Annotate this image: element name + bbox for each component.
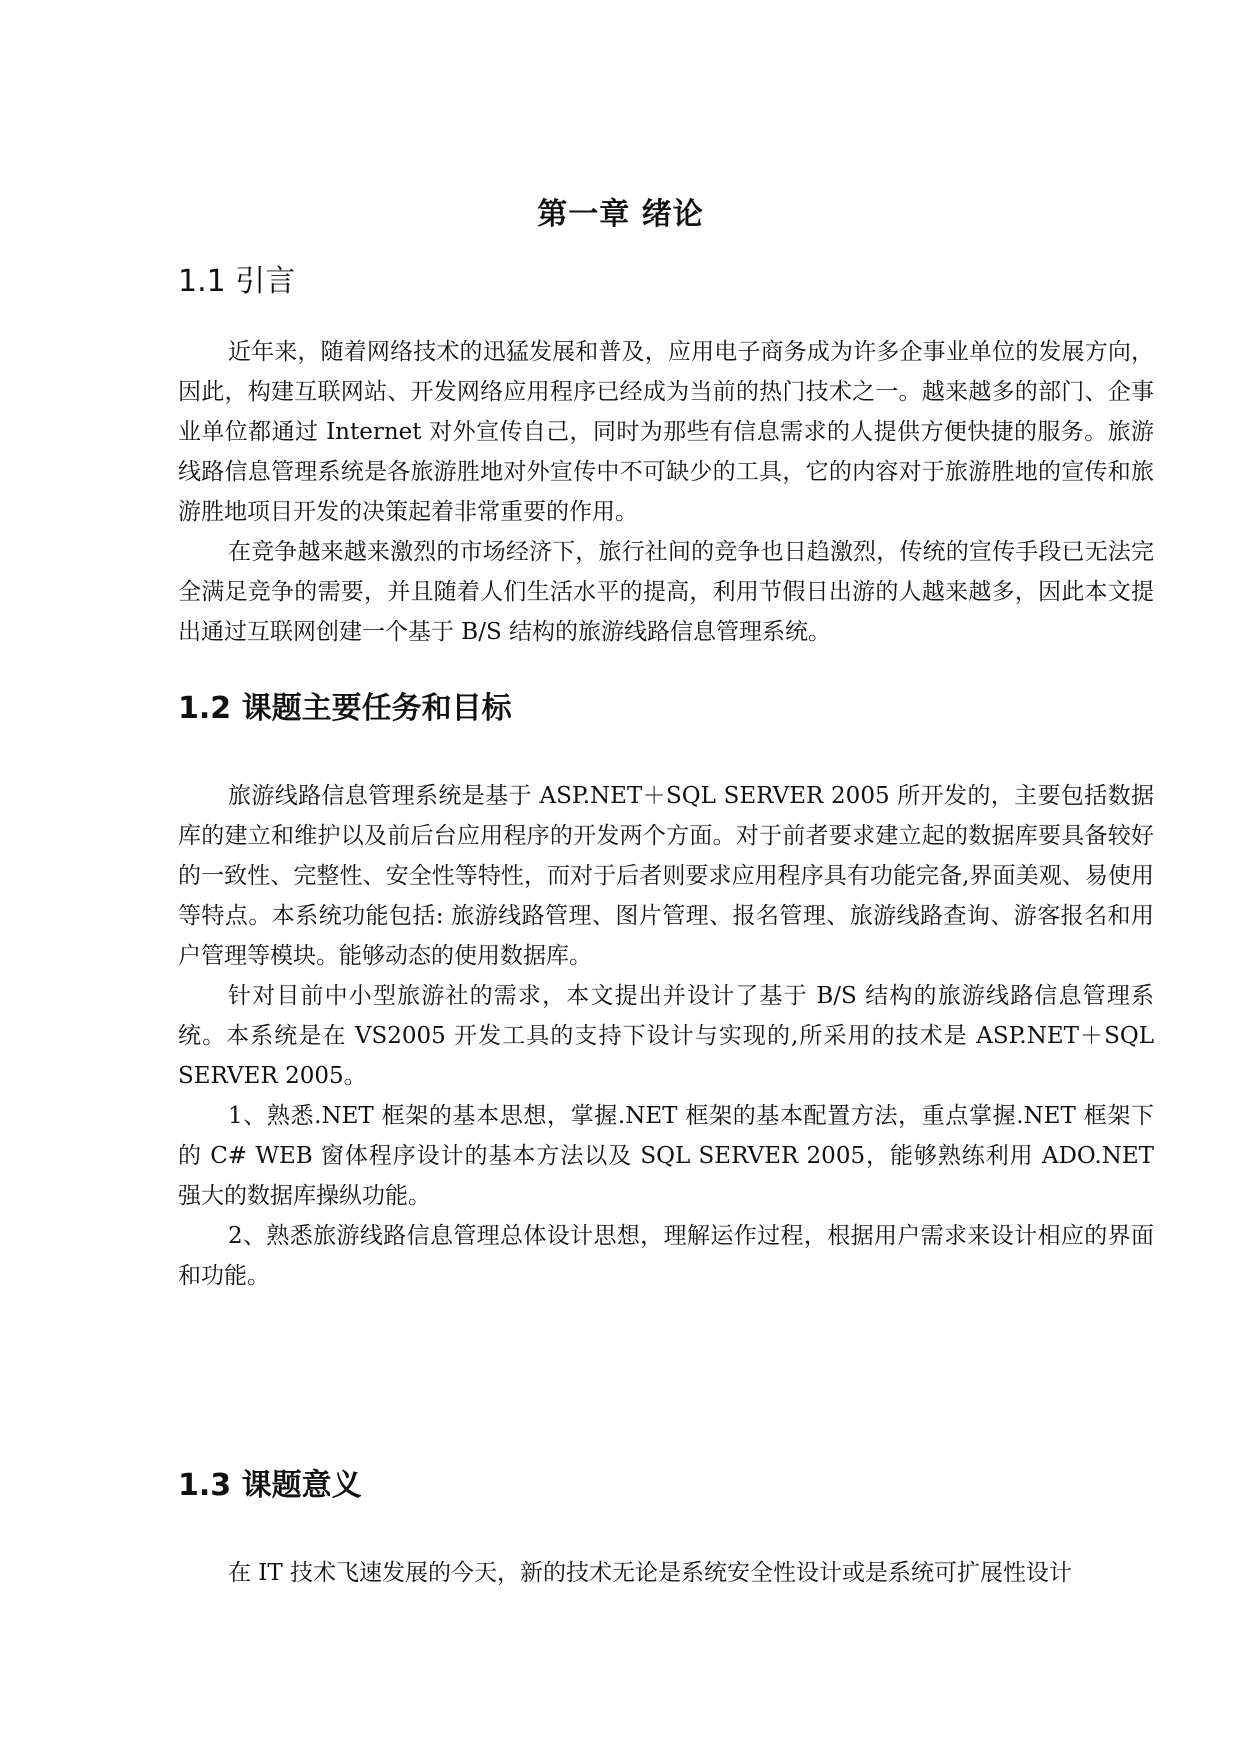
- section-body-1-2: [178, 776, 1154, 1296]
- paragraph: 近年来，随着网络技术的迅猛发展和普及，应用电子商务成为许多企事业单位的发展方向，因此，构建互联网站、开发网络应用程序已经成为当前的热门技术之一。越来越多的部门、企事业单位都通过 Internet 对外宣传自己，同时为那些有信息需求的人提供方便快捷的服务。旅游线路信息管理系统是各旅游胜地对外宣传中不可缺少的工具，它的内容对于旅游胜地的宣传和旅游胜地项目开发的决策起着非常重要的作用。: [178, 339, 1154, 525]
- paragraph: 在竞争越来越来激烈的市场经济下，旅行社间的竞争也日趋激烈，传统的宣传手段已无法完全满足竞争的需要，并且随着人们生活水平的提高，利用节假日出游的人越来越多，因此本文提出通过互联网创建一个基于 B/S 结构的旅游线路信息管理系统。: [178, 539, 1154, 645]
- paragraph: 在 IT 技术飞速发展的今天，新的技术无论是系统安全性设计或是系统可扩展性设计: [228, 1560, 1073, 1586]
- paragraph: 针对目前中小型旅游社的需求，本文提出并设计了基于 B/S 结构的旅游线路信息管理系统。本系统是在 VS2005 开发工具的支持下设计与实现的,所采用的技术是 ASP.NET＋SQL SERVER 2005。: [178, 983, 1154, 1089]
- section-body-1-3: [178, 1553, 1154, 1593]
- paragraph: 2、熟悉旅游线路信息管理总体设计思想，理解运作过程，根据用户需求来设计相应的界面和功能。: [178, 1223, 1154, 1289]
- section-heading-1-1: 1.1 引言: [178, 264, 296, 299]
- chapter-title: 第一章 绪论: [537, 197, 704, 232]
- section-body-1-1: [178, 332, 1154, 652]
- paragraph: 1、熟悉.NET 框架的基本思想，掌握.NET 框架的基本配置方法，重点掌握.NET 框架下的 C# WEB 窗体程序设计的基本方法以及 SQL SERVER 2005，能够熟练利用 ADO.NET 强大的数据库操纵功能。: [178, 1103, 1154, 1209]
- section-heading-1-3: 1.3 课题意义: [178, 1468, 362, 1503]
- section-heading-1-2: 1.2 课题主要任务和目标: [178, 691, 512, 726]
- paragraph: 旅游线路信息管理系统是基于 ASP.NET＋SQL SERVER 2005 所开发的，主要包括数据库的建立和维护以及前后台应用程序的开发两个方面。对于前者要求建立起的数据库要具备较好的一致性、完整性、安全性等特性，而对于后者则要求应用程序具有功能完备,界面美观、易使用等特点。本系统功能包括: 旅游线路管理、图片管理、报名管理、旅游线路查询、游客报名和用户管理等模块。能够动态的使用数据库。: [178, 783, 1154, 969]
